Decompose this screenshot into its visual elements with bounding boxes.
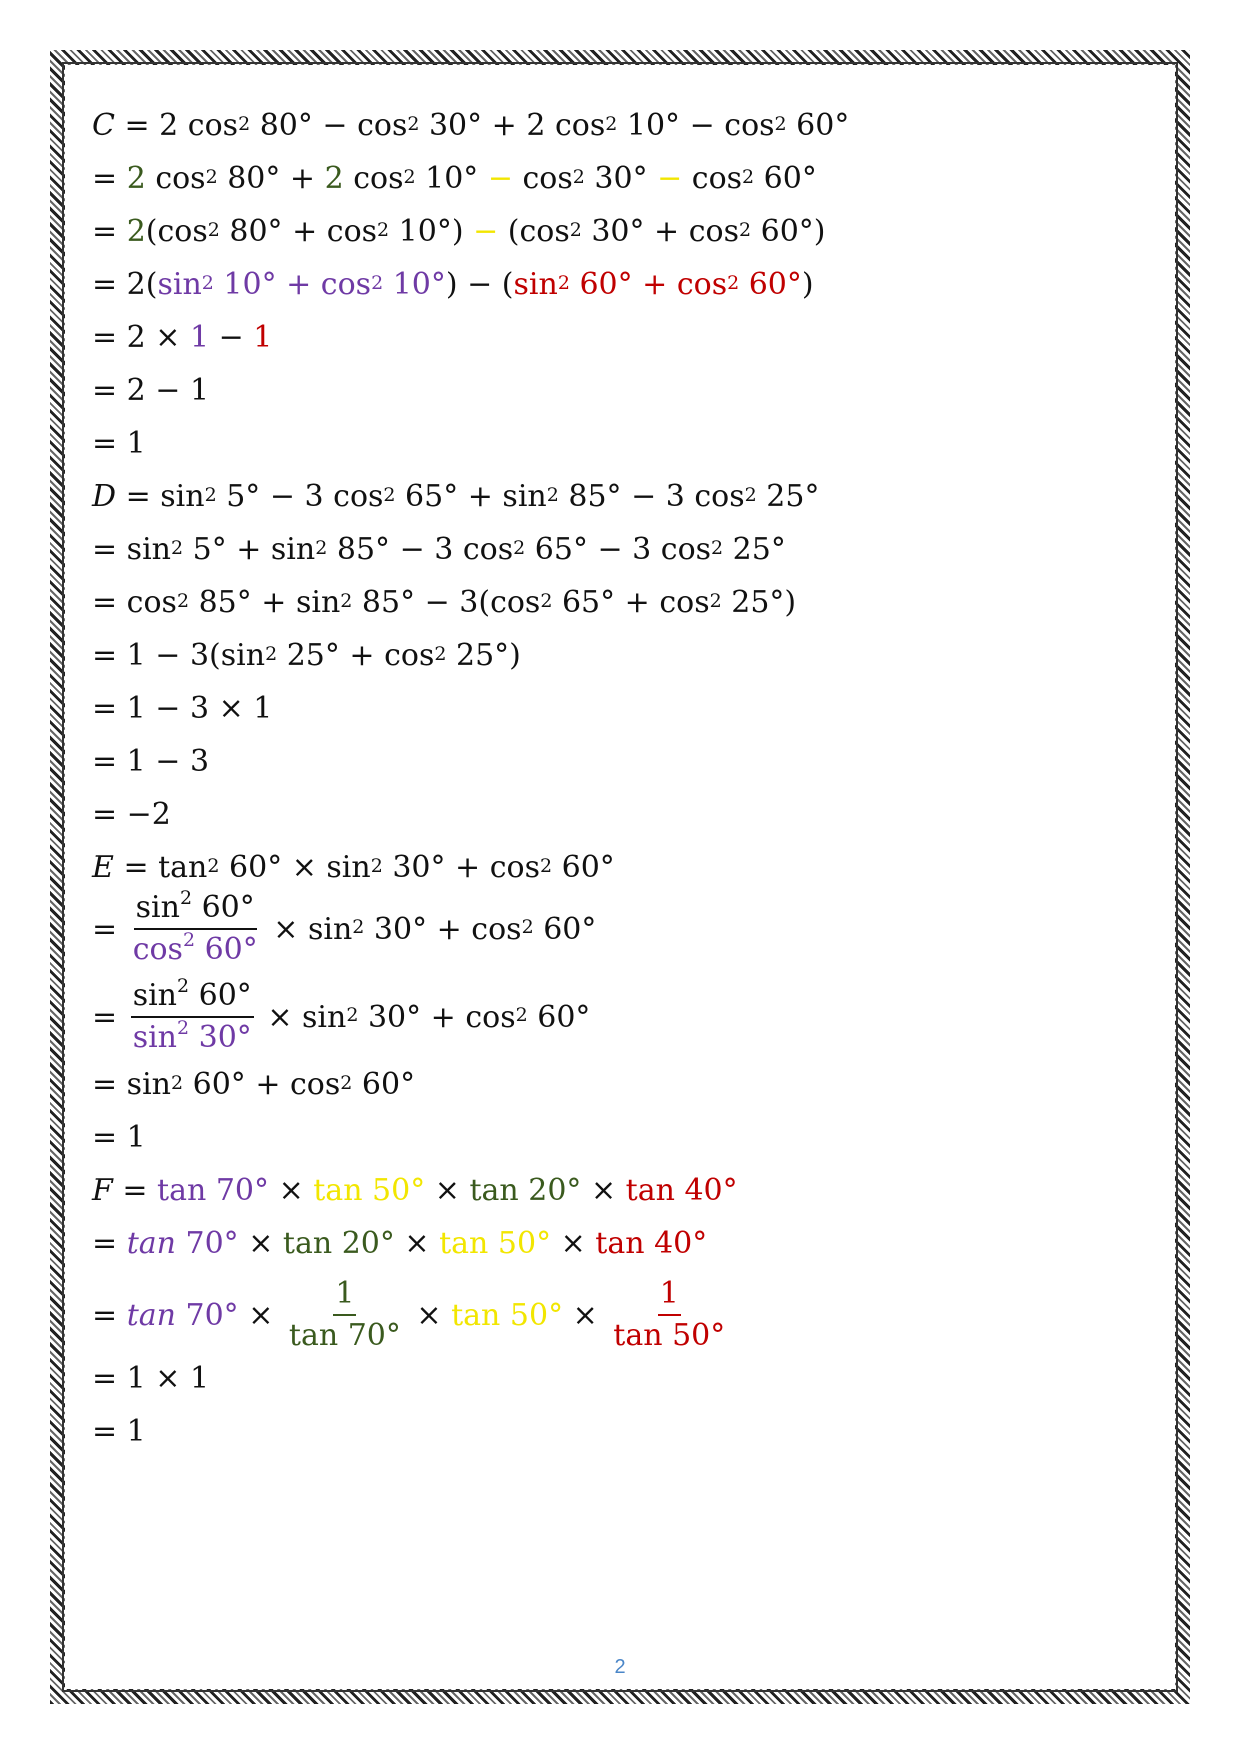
math-token: = 1 [92, 1120, 146, 1155]
math-token: tan [126, 1297, 176, 1333]
math-token: 30° + cos [364, 911, 522, 947]
equation-line: = 2( sin $^2$ 10° + cos $^2$ 10° ) − ( sin $^2$ 60° + cos $^2$ 60° ) [92, 263, 814, 307]
fraction-denominator [131, 1018, 254, 1058]
math-token: tan 50° [439, 1226, 552, 1261]
math-token: 30° [189, 1020, 252, 1055]
math-token: = tan [113, 850, 208, 885]
math-token: tan 20° [469, 1173, 582, 1208]
math-token: tan 50° [451, 1297, 564, 1333]
math-token: 80° + cos [219, 214, 378, 249]
math-token: 85° − 3 cos [558, 479, 745, 514]
math-token: = 1 − 3(sin [92, 638, 266, 673]
math-token: 80° + [217, 161, 325, 196]
math-token: sin [132, 978, 177, 1013]
math-token: 25°) [446, 638, 521, 673]
math-token: C [92, 108, 115, 143]
equation-line [92, 316, 272, 360]
math-token: 2 [324, 161, 344, 196]
equation-line: = sin $^2$ 60° + cos $^2$ 60° [92, 1063, 415, 1107]
math-token: tan 70° [288, 1318, 401, 1353]
math-token: × [238, 1297, 283, 1333]
equation-line [92, 1169, 738, 1213]
math-token: − [657, 161, 683, 196]
equation-line [92, 1116, 146, 1160]
equation-line: = cos $^2$ 85° + sin $^2$ 85° − 3(cos $^2$ 65° + cos $^2$ 25°) [92, 581, 796, 625]
math-token: = sin [92, 1067, 171, 1102]
math-token: tan 50° [613, 1318, 726, 1353]
fraction-numerator [333, 1274, 356, 1316]
math-token: 5° + sin [183, 532, 316, 567]
math-token: cos [512, 161, 573, 196]
math-token: D [92, 479, 117, 514]
math-token: 1 [659, 1276, 679, 1311]
math-token: 10° [383, 267, 446, 302]
math-token: × [406, 1297, 452, 1333]
math-token: × [551, 1226, 596, 1261]
math-token: tan 20° [282, 1226, 395, 1261]
math-token: = 2 − 1 [92, 373, 210, 408]
math-token: 60° [527, 999, 591, 1035]
equation-line [92, 422, 146, 466]
math-token: × [238, 1226, 283, 1261]
math-token: = sin [116, 479, 205, 514]
equation-line [92, 687, 272, 731]
math-token: 2 [126, 214, 146, 249]
math-token: × sin [257, 999, 347, 1035]
math-token: tan [126, 1226, 176, 1261]
fraction [611, 1274, 727, 1356]
math-token: cos [343, 161, 404, 196]
math-token: 1 [253, 320, 273, 355]
math-token: F [92, 1173, 113, 1208]
math-token: 30° + cos [358, 999, 516, 1035]
math-token: 30° [584, 161, 658, 196]
equation-line: = $\frac{\sin^2 60^\circ}{\cos^2 60^\circ}$ × sin $^2$ 30° + cos $^2$ 60° [92, 884, 596, 974]
equation-line [92, 1410, 146, 1454]
math-token: sin [513, 267, 558, 302]
math-token: tan 40° [625, 1173, 738, 1208]
math-token: 65° + cos [552, 585, 710, 620]
math-token: × [581, 1173, 626, 1208]
math-token: 25° [756, 479, 820, 514]
math-token: × [425, 1173, 470, 1208]
math-token: = [112, 1173, 158, 1208]
math-token: 60° [192, 890, 255, 925]
math-token: 30° + cos [382, 850, 540, 885]
equation-line [92, 1270, 731, 1360]
math-token: 85° − 3(cos [352, 585, 541, 620]
superscript: 2 [182, 929, 196, 951]
equation-line: = 1 − 3(sin $^2$ 25° + cos $^2$ 25°) [92, 634, 521, 678]
math-token: 85° + sin [189, 585, 341, 620]
math-token: cos [145, 161, 206, 196]
math-token: 10° [415, 161, 488, 196]
fraction [131, 976, 254, 1058]
math-token: 60° [552, 850, 615, 885]
math-token: 60° × sin [219, 850, 371, 885]
math-token: 60° [533, 911, 597, 947]
fraction-numerator [134, 888, 257, 930]
math-token: × [563, 1297, 608, 1333]
math-token: 60° [195, 932, 258, 967]
math-token: = [92, 1226, 127, 1261]
fraction-numerator [131, 976, 254, 1018]
math-token: tan 50° [313, 1173, 426, 1208]
math-token: 10° − cos [617, 108, 775, 143]
math-token: = −2 [92, 797, 171, 832]
superscript: 2 [177, 975, 190, 997]
math-token: = 2 × [92, 320, 190, 355]
math-token: 2 [126, 161, 146, 196]
math-token: 60° [739, 267, 802, 302]
math-token: = 1 − 3 [92, 744, 210, 779]
fraction [287, 1274, 403, 1356]
math-token: = 2( [92, 267, 158, 302]
math-token: 1 [189, 320, 210, 355]
superscript: 2 [177, 1017, 190, 1039]
math-token: 65° + sin [395, 479, 547, 514]
math-token: = 1 × 1 [92, 1361, 210, 1396]
equation-line: = 2 cos $^2$ 80° + 2 cos $^2$ 10° − cos $^2$ 30° − cos $^2$ 60° [92, 157, 817, 201]
math-token: = [92, 1297, 127, 1333]
equation-line: D = sin $^2$ 5° − 3 cos $^2$ 65° + sin $^2$ 85° − 3 cos $^2$ 25° [92, 475, 819, 519]
page-number: 2 [614, 1656, 626, 1678]
equation-line: = 2 (cos $^2$ 80° + cos $^2$ 10°) − (cos $^2$ 30° + cos $^2$ 60°) [92, 210, 826, 254]
math-token: 30° + cos [581, 214, 739, 249]
math-token: ) − ( [445, 267, 514, 302]
math-token: − [209, 320, 254, 355]
equation-line: E = tan $^2$ 60° × sin $^2$ 30° + cos $^2$ 60° [92, 846, 615, 890]
math-token: cos [682, 161, 743, 196]
math-token: sin [132, 1020, 177, 1055]
math-token: = 2 cos [114, 108, 239, 143]
math-token: 60° [754, 161, 817, 196]
fraction [131, 888, 260, 970]
math-token: = [92, 161, 127, 196]
equation-line [92, 369, 209, 413]
math-token: 60° + cos [183, 1067, 341, 1102]
math-token: 60° [189, 978, 252, 1013]
math-token: 10° + cos [213, 267, 372, 302]
math-token: 70° [175, 1297, 239, 1333]
math-token: = [92, 999, 127, 1035]
math-token: 25° + cos [277, 638, 435, 673]
math-token: tan 70° [157, 1173, 270, 1208]
math-token: cos [132, 932, 183, 967]
math-token: sin [135, 890, 180, 925]
math-token: × [394, 1226, 440, 1261]
math-token: 60° [786, 108, 850, 143]
math-token: 60°) [751, 214, 826, 249]
math-token: tan 40° [595, 1226, 708, 1261]
fraction-numerator [658, 1274, 681, 1316]
equation-line [92, 793, 171, 837]
math-token: (cos [145, 214, 208, 249]
math-token: 60° + cos [569, 267, 728, 302]
math-token: 60° [352, 1067, 416, 1102]
math-token: 30° + 2 cos [419, 108, 606, 143]
math-token: sin [157, 267, 202, 302]
superscript: 2 [179, 887, 193, 909]
math-token: × [269, 1173, 314, 1208]
equation-line [92, 740, 209, 784]
math-token: 25°) [721, 585, 797, 620]
math-token: 1 [335, 1276, 355, 1311]
math-token: = 1 [92, 1414, 146, 1449]
math-token: × sin [263, 911, 353, 947]
math-token: E [92, 850, 114, 885]
math-token: (cos [498, 214, 570, 249]
math-token: = [92, 911, 127, 947]
math-token: = sin [92, 532, 171, 567]
fraction-denominator [131, 930, 260, 970]
fraction-denominator [287, 1316, 403, 1356]
equation-line: C = 2 cos $^2$ 80° − cos $^2$ 30° + 2 cos $^2$ 10° − cos $^2$ 60° [92, 104, 849, 148]
math-token: = 1 [92, 426, 146, 461]
math-token: 25° [723, 532, 786, 567]
math-token: = 1 − 3 × 1 [92, 691, 273, 726]
fraction-denominator [611, 1316, 727, 1356]
math-token: 10°) [389, 214, 474, 249]
math-token: 65° − 3 cos [525, 532, 712, 567]
math-token: ) [801, 267, 814, 302]
math-token: 80° − cos [250, 108, 408, 143]
math-token: − [473, 214, 499, 249]
equation-line: = $\frac{\sin^2 60^\circ}{\sin^2 30^\circ}$ × sin $^2$ 30° + cos $^2$ 60° [92, 972, 590, 1062]
equation-line [92, 1357, 209, 1401]
equation-line [92, 1222, 707, 1266]
equation-line: = sin $^2$ 5° + sin $^2$ 85° − 3 cos $^2$ 65° − 3 cos $^2$ 25° [92, 528, 786, 572]
math-token: = [92, 214, 127, 249]
math-token: 70° [175, 1226, 239, 1261]
math-token: 85° − 3 cos [327, 532, 514, 567]
math-token: 5° − 3 cos [216, 479, 384, 514]
math-token: = cos [92, 585, 177, 620]
math-token: − [487, 161, 513, 196]
